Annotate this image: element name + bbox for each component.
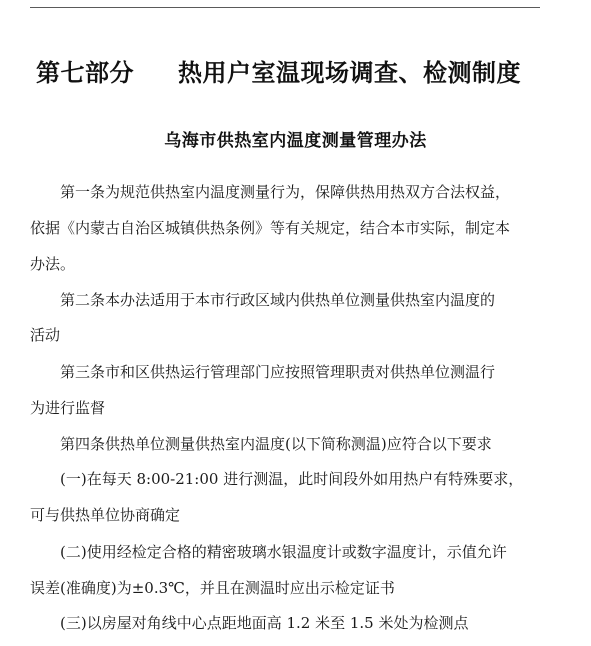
top-rule (30, 7, 540, 8)
body-line-5: 活动 (30, 326, 61, 344)
part-heading (36, 53, 521, 88)
body-line-1: 第一条为规范供热室内温度测量行为，保障供热用热双方合法权益， (60, 183, 511, 201)
document-title: 乌海市供热室内温度测量管理办法 (164, 131, 427, 151)
body-line-3: 办法。 (30, 255, 76, 273)
body-line-9: (一)在每天 8:00-21:00 进行测温，此时间段外如用热户有特殊要求， (60, 470, 524, 488)
body-line-6: 第三条市和区供热运行管理部门应按照管理职责对供热单位测温行 (60, 363, 496, 381)
body-line-7: 为进行监督 (30, 399, 106, 417)
part-title: 热用户室温现场调查、检测制度 (178, 58, 521, 87)
body-line-13: (三)以房屋对角线中心点距地面高 1.2 米至 1.5 米处为检测点 (60, 614, 469, 632)
body-line-11: (二)使用经检定合格的精密玻璃水银温度计或数字温度计，示值允许 (60, 543, 507, 561)
body-line-8: 第四条供热单位测量供热室内温度(以下简称测温)应符合以下要求 (60, 435, 492, 453)
body-line-4: 第二条本办法适用于本市行政区域内供热单位测量供热室内温度的 (60, 291, 496, 309)
body-line-12: 误差(准确度)为±0.3℃，并且在测温时应出示检定证书 (30, 579, 395, 597)
body-line-10: 可与供热单位协商确定 (30, 506, 181, 524)
body-line-2: 依据《内蒙古自治区城镇供热条例》等有关规定，结合本市实际，制定本 (30, 219, 511, 237)
part-number: 第七部分 (36, 58, 134, 87)
